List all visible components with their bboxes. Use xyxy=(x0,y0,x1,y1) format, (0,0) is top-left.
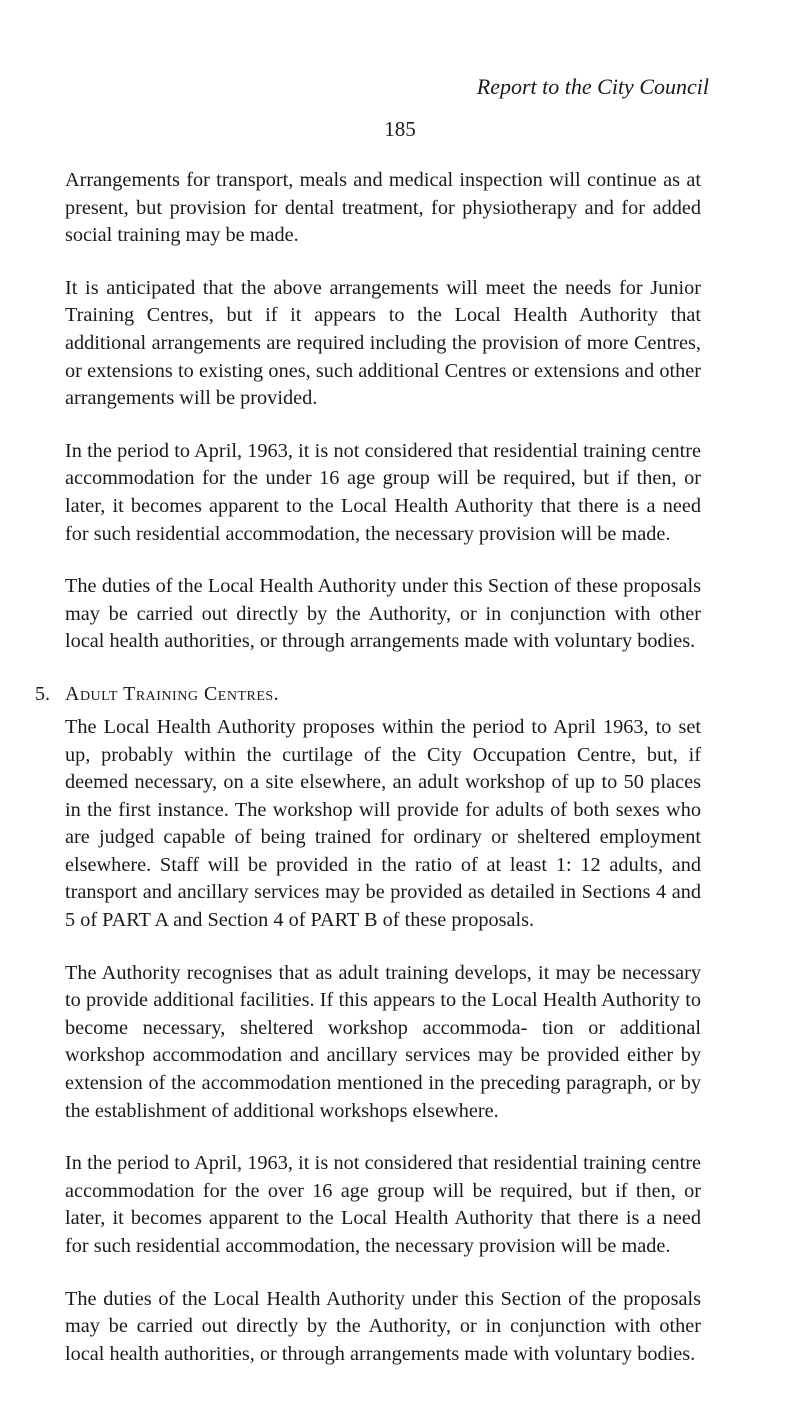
paragraph: The Local Health Authority proposes within the period to April 1963, to set up, probably within the curtilage of the City Occupation Centre, but, if deemed necessary, on a site elsewhere, an adult workshop of up to 50 places in the first instance. The workshop will provide for adults of both sexes who are judged capable of being trained for ordinary or sheltered employment elsewhere. Staff will be provided in the ratio of at least 1: 12 adults, and transport and ancillary services may be provided as detailed in Sections 4 and 5 of PART A and Section 4 of PART B of these proposals. xyxy=(65,715,701,932)
section-heading xyxy=(35,681,701,708)
paragraph: It is anticipated that the above arrangements will meet the needs for Junior Training Centres, but if it appears to the Local Health Authority that additional arrangements are required including the provision of more Centres, or extensions to existing ones, such additional Centres or extensions and other arrangements will be provided. xyxy=(65,276,701,410)
page-number: 185 xyxy=(384,117,416,141)
section-number: 5. xyxy=(35,682,50,705)
paragraph: The Authority recognises that as adult training develops, it may be necessary to provide additional facilities. If this appears to the Local Health Authority to become necessary, sheltered workshop accommoda- tion or additional workshop accommodation and ancillary services may be provided either by extension of the accommodation mentioned in the preceding paragraph, or by the establishment of additional workshops elsewhere. xyxy=(65,961,701,1122)
paragraph: Arrangements for transport, meals and medical inspection will continue as at present, but provision for dental treatment, for physiotherapy and for added social training may be made. xyxy=(65,169,701,247)
section-title: Adult Training Centres. xyxy=(65,682,280,705)
running-header: Report to the City Council xyxy=(476,74,709,99)
paragraph: In the period to April, 1963, it is not considered that residential training centre accommodation for the over 16 age group will be required, but if then, or later, it becomes apparent to the Local Health Authority that there is a need for such residential accommodation, the necessary provision will be made. xyxy=(65,1152,701,1257)
paragraph: The duties of the Local Health Authority under this Section of these proposals may be carried out directly by the Authority, or in conjunction with other local health authorities, or through arrangements made with voluntary bodies. xyxy=(65,575,701,653)
page-body xyxy=(35,167,701,1393)
paragraph: In the period to April, 1963, it is not considered that residential training centre accommodation for the under 16 age group will be required, but if then, or later, it becomes apparent to the Local Health Authority that there is a need for such residential accommodation, the necessary provision will be made. xyxy=(65,439,701,545)
paragraph: The duties of the Local Health Authority under this Section of the proposals may be carried out directly by the Authority, or in conjunction with other local health authorities, or through arrangements made with voluntary bodies. xyxy=(65,1287,701,1365)
